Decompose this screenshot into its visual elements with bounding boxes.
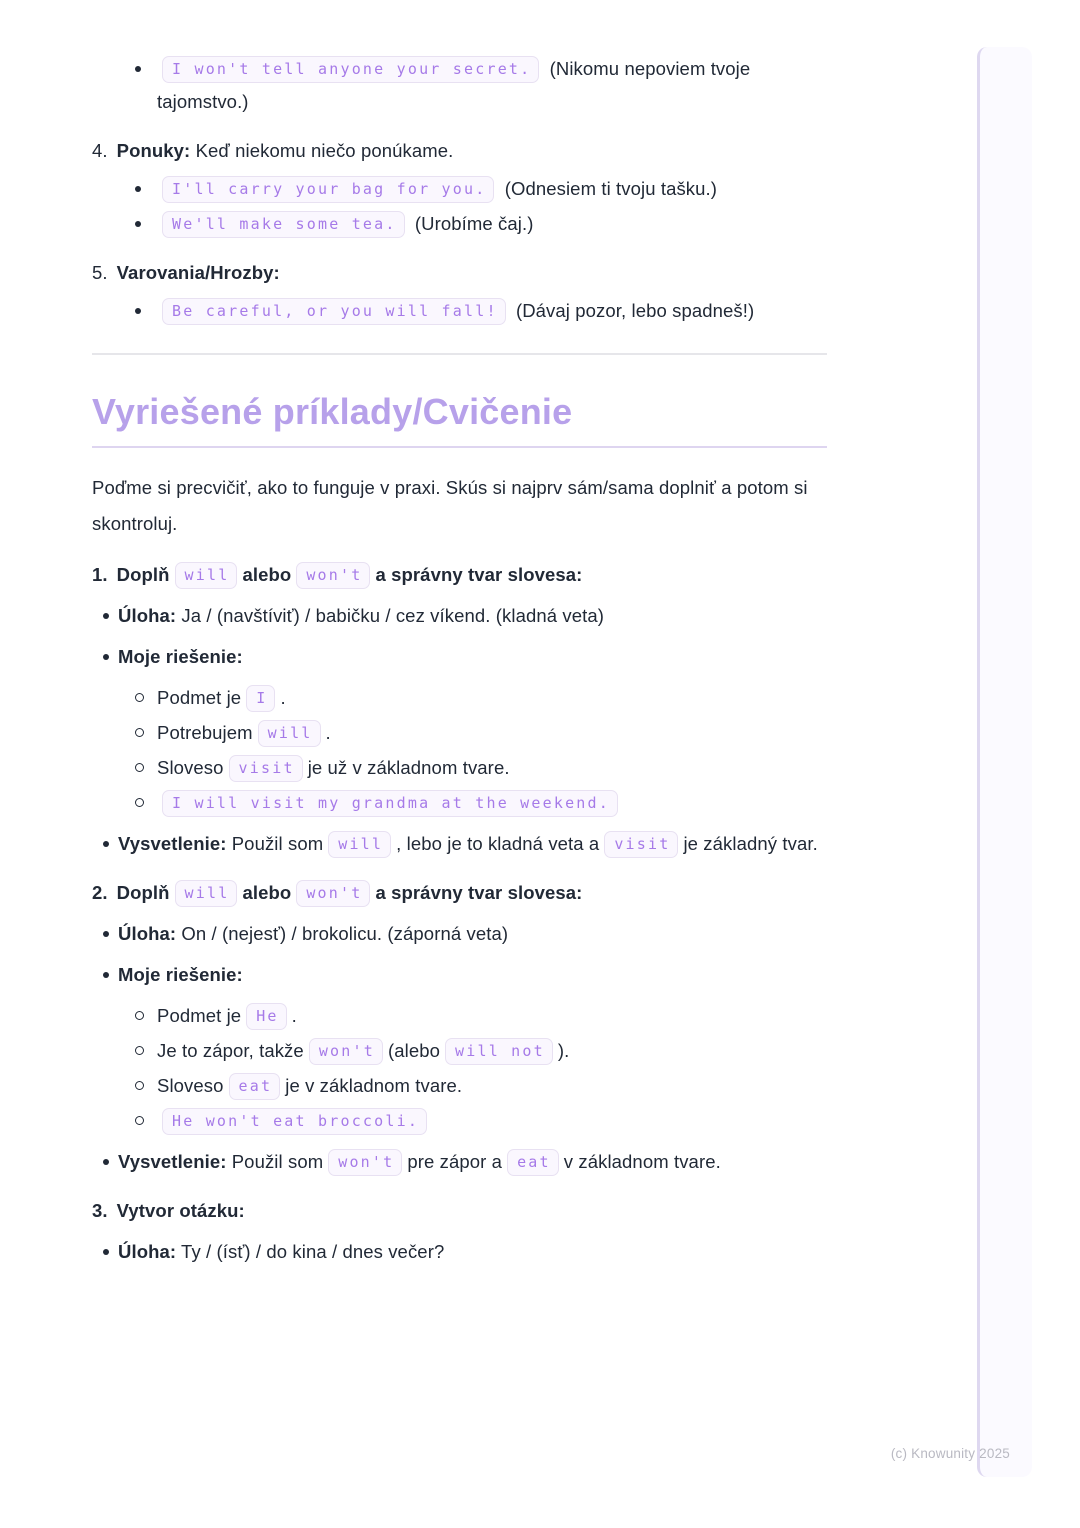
marker-column	[103, 1145, 118, 1165]
list-item	[103, 958, 827, 991]
code-chip: will	[175, 562, 238, 590]
document-body	[92, 50, 827, 1276]
text-segment: Podmet je	[157, 1005, 242, 1026]
bullet-icon	[103, 1249, 109, 1255]
sub-list-item	[135, 786, 827, 819]
code-chip: I'll carry your bag for you.	[162, 176, 494, 204]
text-segment: .	[325, 722, 331, 743]
marker-column	[103, 958, 118, 978]
numbered-item	[92, 134, 827, 167]
bullet-icon	[103, 613, 109, 619]
code-chip: eat	[229, 1073, 281, 1101]
text-segment: ).	[557, 1040, 570, 1061]
numbered-item	[92, 876, 827, 909]
code-chip: will	[175, 880, 238, 908]
circle-icon	[135, 1116, 144, 1125]
marker-column	[103, 599, 118, 619]
circle-icon	[135, 1011, 144, 1020]
text-segment: Použil som	[226, 1151, 324, 1172]
list-number: 4.	[92, 140, 108, 161]
marker-column	[135, 207, 157, 227]
text-segment: Použil som	[226, 833, 324, 854]
text-segment: je základný tvar.	[683, 833, 818, 854]
marker-column	[103, 1235, 118, 1255]
sub-list-item	[135, 1034, 827, 1067]
list-item-content	[118, 599, 827, 632]
list-item	[103, 827, 827, 860]
list-item	[103, 1235, 827, 1268]
list-item-content	[118, 1145, 827, 1178]
text-segment: (Nikomu nepoviem tvoje tajomstvo.)	[157, 58, 751, 112]
sub-list-item-content	[157, 1104, 827, 1137]
code-chip: won't	[309, 1038, 383, 1066]
text-segment: pre zápor a	[407, 1151, 503, 1172]
example-item	[135, 294, 827, 327]
code-chip: I	[246, 685, 275, 713]
copyright-watermark: (c) Knowunity 2025	[890, 1446, 1010, 1461]
text-segment: .	[291, 1005, 297, 1026]
code-chip: visit	[229, 755, 303, 783]
text-segment: je v základnom tvare.	[285, 1075, 463, 1096]
bullet-icon	[135, 221, 141, 227]
bold-segment: Doplň	[116, 882, 170, 903]
sub-list-item-content	[157, 786, 827, 819]
example-item	[135, 52, 827, 118]
sub-list-item	[135, 1069, 827, 1102]
marker-column	[135, 751, 157, 772]
bold-segment: a správny tvar slovesa:	[375, 882, 583, 903]
text-segment: je už v základnom tvare.	[307, 757, 510, 778]
numbered-item	[92, 558, 827, 591]
marker-column	[103, 640, 118, 660]
list-item-content	[118, 640, 827, 673]
list-item	[103, 599, 827, 632]
circle-icon	[135, 1046, 144, 1055]
sub-list-item-content	[157, 681, 827, 714]
marker-column	[103, 827, 118, 847]
list-item-content	[157, 207, 827, 240]
marker-column	[135, 716, 157, 737]
intro-paragraph	[92, 470, 827, 542]
list-item-content	[157, 172, 827, 205]
code-chip: Be careful, or you will fall!	[162, 298, 506, 326]
bold-segment: Moje riešenie:	[118, 646, 243, 667]
circle-icon	[135, 798, 144, 807]
marker-column	[135, 786, 157, 807]
code-chip: eat	[507, 1149, 559, 1177]
sub-list-item-content	[157, 751, 827, 784]
text-segment: Podmet je	[157, 687, 242, 708]
numbered-item	[92, 256, 827, 289]
text-segment: .	[280, 687, 286, 708]
bullet-icon	[103, 972, 109, 978]
bold-segment: Úloha:	[118, 923, 177, 944]
list-item-content	[118, 958, 827, 991]
code-chip: will not	[445, 1038, 553, 1066]
bold-segment: Vysvetlenie:	[118, 833, 227, 854]
marker-column	[135, 1034, 157, 1055]
bullet-icon	[135, 66, 141, 72]
code-chip: won't	[328, 1149, 402, 1177]
bold-segment: Vysvetlenie:	[118, 1151, 227, 1172]
circle-icon	[135, 693, 144, 702]
sub-list-item-content	[157, 1034, 827, 1067]
bullet-icon	[103, 1159, 109, 1165]
text-segment: Ty / (ísť) / do kina / dnes večer?	[176, 1241, 445, 1262]
sub-list-item	[135, 751, 827, 784]
next-page-edge	[977, 47, 1032, 1477]
bold-segment: Varovania/Hrozby:	[116, 262, 280, 283]
marker-column	[135, 52, 157, 72]
list-item-content	[118, 917, 827, 950]
text-segment: Poďme si precvičiť, ako to funguje v praxi. Skús si najprv sám/sama doplniť a potom si skontroluj.	[92, 477, 808, 534]
list-item-content	[118, 1235, 827, 1268]
code-chip: I won't tell anyone your secret.	[162, 56, 539, 84]
bold-segment: Ponuky:	[116, 140, 191, 161]
marker-column	[135, 681, 157, 702]
example-item	[135, 207, 827, 240]
text-segment: v základnom tvare.	[563, 1151, 721, 1172]
bullet-icon	[135, 308, 141, 314]
code-chip: won't	[296, 562, 370, 590]
sub-list-item-content	[157, 716, 827, 749]
list-item-content	[118, 827, 827, 860]
list-number: 3.	[92, 1200, 108, 1221]
bold-segment: Moje riešenie:	[118, 964, 243, 985]
list-item	[103, 640, 827, 673]
bold-segment: Úloha:	[118, 1241, 177, 1262]
sub-list-item	[135, 1104, 827, 1137]
text-segment: Sloveso	[157, 1075, 224, 1096]
bold-segment: a správny tvar slovesa:	[375, 564, 583, 585]
code-chip: He	[246, 1003, 286, 1031]
bold-segment: Vytvor otázku:	[116, 1200, 245, 1221]
circle-icon	[135, 1081, 144, 1090]
bullet-icon	[103, 654, 109, 660]
code-chip: visit	[604, 831, 678, 859]
code-chip: will	[258, 720, 321, 748]
bold-segment: Doplň	[116, 564, 170, 585]
circle-icon	[135, 728, 144, 737]
text-segment: On / (nejesť) / brokolicu. (záporná veta)	[176, 923, 509, 944]
bullet-icon	[103, 931, 109, 937]
text-segment: (alebo	[387, 1040, 440, 1061]
text-segment: Keď niekomu niečo ponúkame.	[190, 140, 454, 161]
bold-segment: Úloha:	[118, 605, 177, 626]
text-segment: Potrebujem	[157, 722, 253, 743]
example-item	[135, 172, 827, 205]
list-item	[103, 917, 827, 950]
list-item	[103, 1145, 827, 1178]
text-segment: Je to zápor, takže	[157, 1040, 304, 1061]
text-segment: (Odnesiem ti tvoju tašku.)	[499, 178, 718, 199]
text-segment: (Urobíme čaj.)	[409, 213, 534, 234]
sub-list-item	[135, 999, 827, 1032]
bullet-icon	[103, 841, 109, 847]
marker-column	[135, 1104, 157, 1125]
sub-list-item	[135, 716, 827, 749]
bold-segment: alebo	[242, 882, 292, 903]
list-number: 1.	[92, 564, 108, 585]
code-chip: I will visit my grandma at the weekend.	[162, 790, 618, 818]
text-segment: Sloveso	[157, 757, 224, 778]
marker-column	[135, 294, 157, 314]
code-chip: won't	[296, 880, 370, 908]
text-segment: Ja / (navštíviť) / babičku / cez víkend. (kladná veta)	[176, 605, 604, 626]
bold-segment: alebo	[242, 564, 292, 585]
sub-list-item	[135, 681, 827, 714]
list-item-content	[157, 294, 827, 327]
list-number: 5.	[92, 262, 108, 283]
sub-list-item-content	[157, 999, 827, 1032]
code-chip: We'll make some tea.	[162, 211, 405, 239]
text-segment: (Dávaj pozor, lebo spadneš!)	[510, 300, 755, 321]
code-chip: will	[328, 831, 391, 859]
marker-column	[103, 917, 118, 937]
numbered-item	[92, 1194, 827, 1227]
sub-list-item-content	[157, 1069, 827, 1102]
marker-column	[135, 172, 157, 192]
code-chip: He won't eat broccoli.	[162, 1108, 427, 1136]
section-divider	[92, 353, 827, 355]
marker-column	[135, 999, 157, 1020]
marker-column	[135, 1069, 157, 1090]
section-heading: Vyriešené príklady/Cvičenie	[92, 389, 827, 448]
circle-icon	[135, 763, 144, 772]
bullet-icon	[135, 186, 141, 192]
list-item-content	[157, 52, 827, 118]
text-segment: , lebo je to kladná veta a	[396, 833, 600, 854]
list-number: 2.	[92, 882, 108, 903]
